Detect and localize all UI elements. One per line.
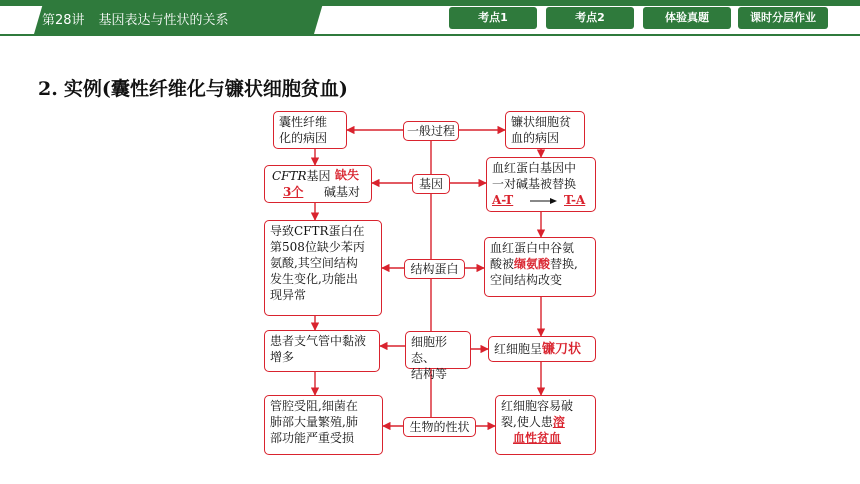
fill-sickle: 镰刀状 [542, 342, 582, 357]
cftr-protein-line-2: 第508位缺少苯丙 [270, 240, 365, 254]
substitution-arrow-icon [530, 197, 558, 205]
fill-hemolytic-a: 溶 [552, 415, 565, 429]
lung-damage-line-1: 管腔受阻,细菌在 [270, 399, 358, 413]
sickle-shape-box [488, 336, 596, 362]
fill-valine: 缬氨酸 [514, 257, 551, 271]
sca-cause-line-1: 镰状细胞贫 [511, 115, 572, 129]
cftr-protein-line-3: 氨酸,其空间结构 [270, 256, 358, 270]
nav-homework-button[interactable]: 课时分层作业 [738, 7, 828, 29]
structural-protein-box: 结构蛋白 [404, 259, 465, 279]
cftr-protein-line-4: 发生变化,功能出 [270, 272, 358, 286]
hb-protein-line-1: 血红蛋白中谷氨 [490, 241, 575, 255]
fill-ta: T-A [564, 193, 586, 207]
lecture-number: 第28讲 [42, 13, 85, 28]
nav-real-exam-button[interactable]: 体验真题 [643, 7, 731, 29]
cftr-protein-line-1: 导致CFTR蛋白在 [270, 224, 365, 238]
lung-damage-line-2: 肺部大量繁殖,肺 [270, 415, 358, 429]
base-substitution [492, 192, 590, 208]
sickle-prefix: 红细胞呈 [494, 342, 543, 356]
fill-hemolytic-b: 血性贫血 [513, 431, 562, 445]
cf-cause-line-2: 化的病因 [279, 131, 328, 145]
fill-three: 3个 [283, 185, 304, 199]
fill-at: A-T [492, 193, 514, 207]
section-number: 2. [38, 78, 58, 100]
lecture-title: 基因表达与性状的关系 [98, 13, 229, 28]
cftr-protein-box [264, 220, 382, 316]
hb-protein-line-2 [490, 256, 590, 272]
hb-protein-prefix: 酸被 [490, 257, 515, 271]
trait-box: 生物的性状 [403, 417, 476, 437]
cftr-gene-name: CFTR [272, 169, 307, 183]
cf-cause-box [273, 111, 347, 149]
anemia-line-1: 红细胞容易破 [501, 399, 574, 413]
hb-protein-suffix: 替换, [550, 257, 578, 271]
section-title: 实例(囊性纤维化与镰状细胞贫血) [63, 78, 348, 100]
cell-morphology-line-2: 结构等 [411, 367, 448, 381]
cftr-gene-suffix: 基因 [306, 169, 331, 183]
mucus-box [264, 330, 380, 372]
nav-point-2-button[interactable]: 考点2 [546, 7, 634, 29]
hb-gene-line-2: 一对碱基被替换 [492, 177, 577, 191]
sca-cause-line-2: 血的病因 [511, 131, 560, 145]
hb-gene-line-1: 血红蛋白基因中 [492, 161, 577, 175]
lung-damage-box [264, 395, 383, 455]
gene-box: 基因 [412, 174, 450, 194]
general-process-box: 一般过程 [403, 121, 459, 141]
base-pair-text: 碱基对 [324, 185, 361, 199]
sca-cause-box [505, 111, 585, 149]
cf-cause-line-1: 囊性纤维 [279, 115, 328, 129]
cftr-protein-line-5: 现异常 [270, 288, 307, 302]
cftr-gene-box [264, 165, 372, 203]
cell-morphology-line-1: 细胞形态、 [411, 335, 448, 365]
fill-deletion: 缺失 [335, 168, 360, 182]
anemia-prefix: 裂,使人患 [501, 415, 553, 429]
anemia-box [495, 395, 596, 455]
hb-protein-box [484, 237, 596, 297]
anemia-line-2 [501, 414, 590, 430]
nav-point-1-button[interactable]: 考点1 [449, 7, 537, 29]
hb-protein-line-3: 空间结构改变 [490, 273, 563, 287]
hb-gene-box [486, 157, 596, 212]
cftr-gene-text [272, 168, 331, 184]
cell-morphology-box [405, 331, 471, 381]
lung-damage-line-3: 部功能严重受损 [270, 431, 355, 445]
mucus-line-2: 增多 [270, 350, 295, 364]
mucus-line-1: 患者支气管中黏液 [270, 334, 367, 348]
